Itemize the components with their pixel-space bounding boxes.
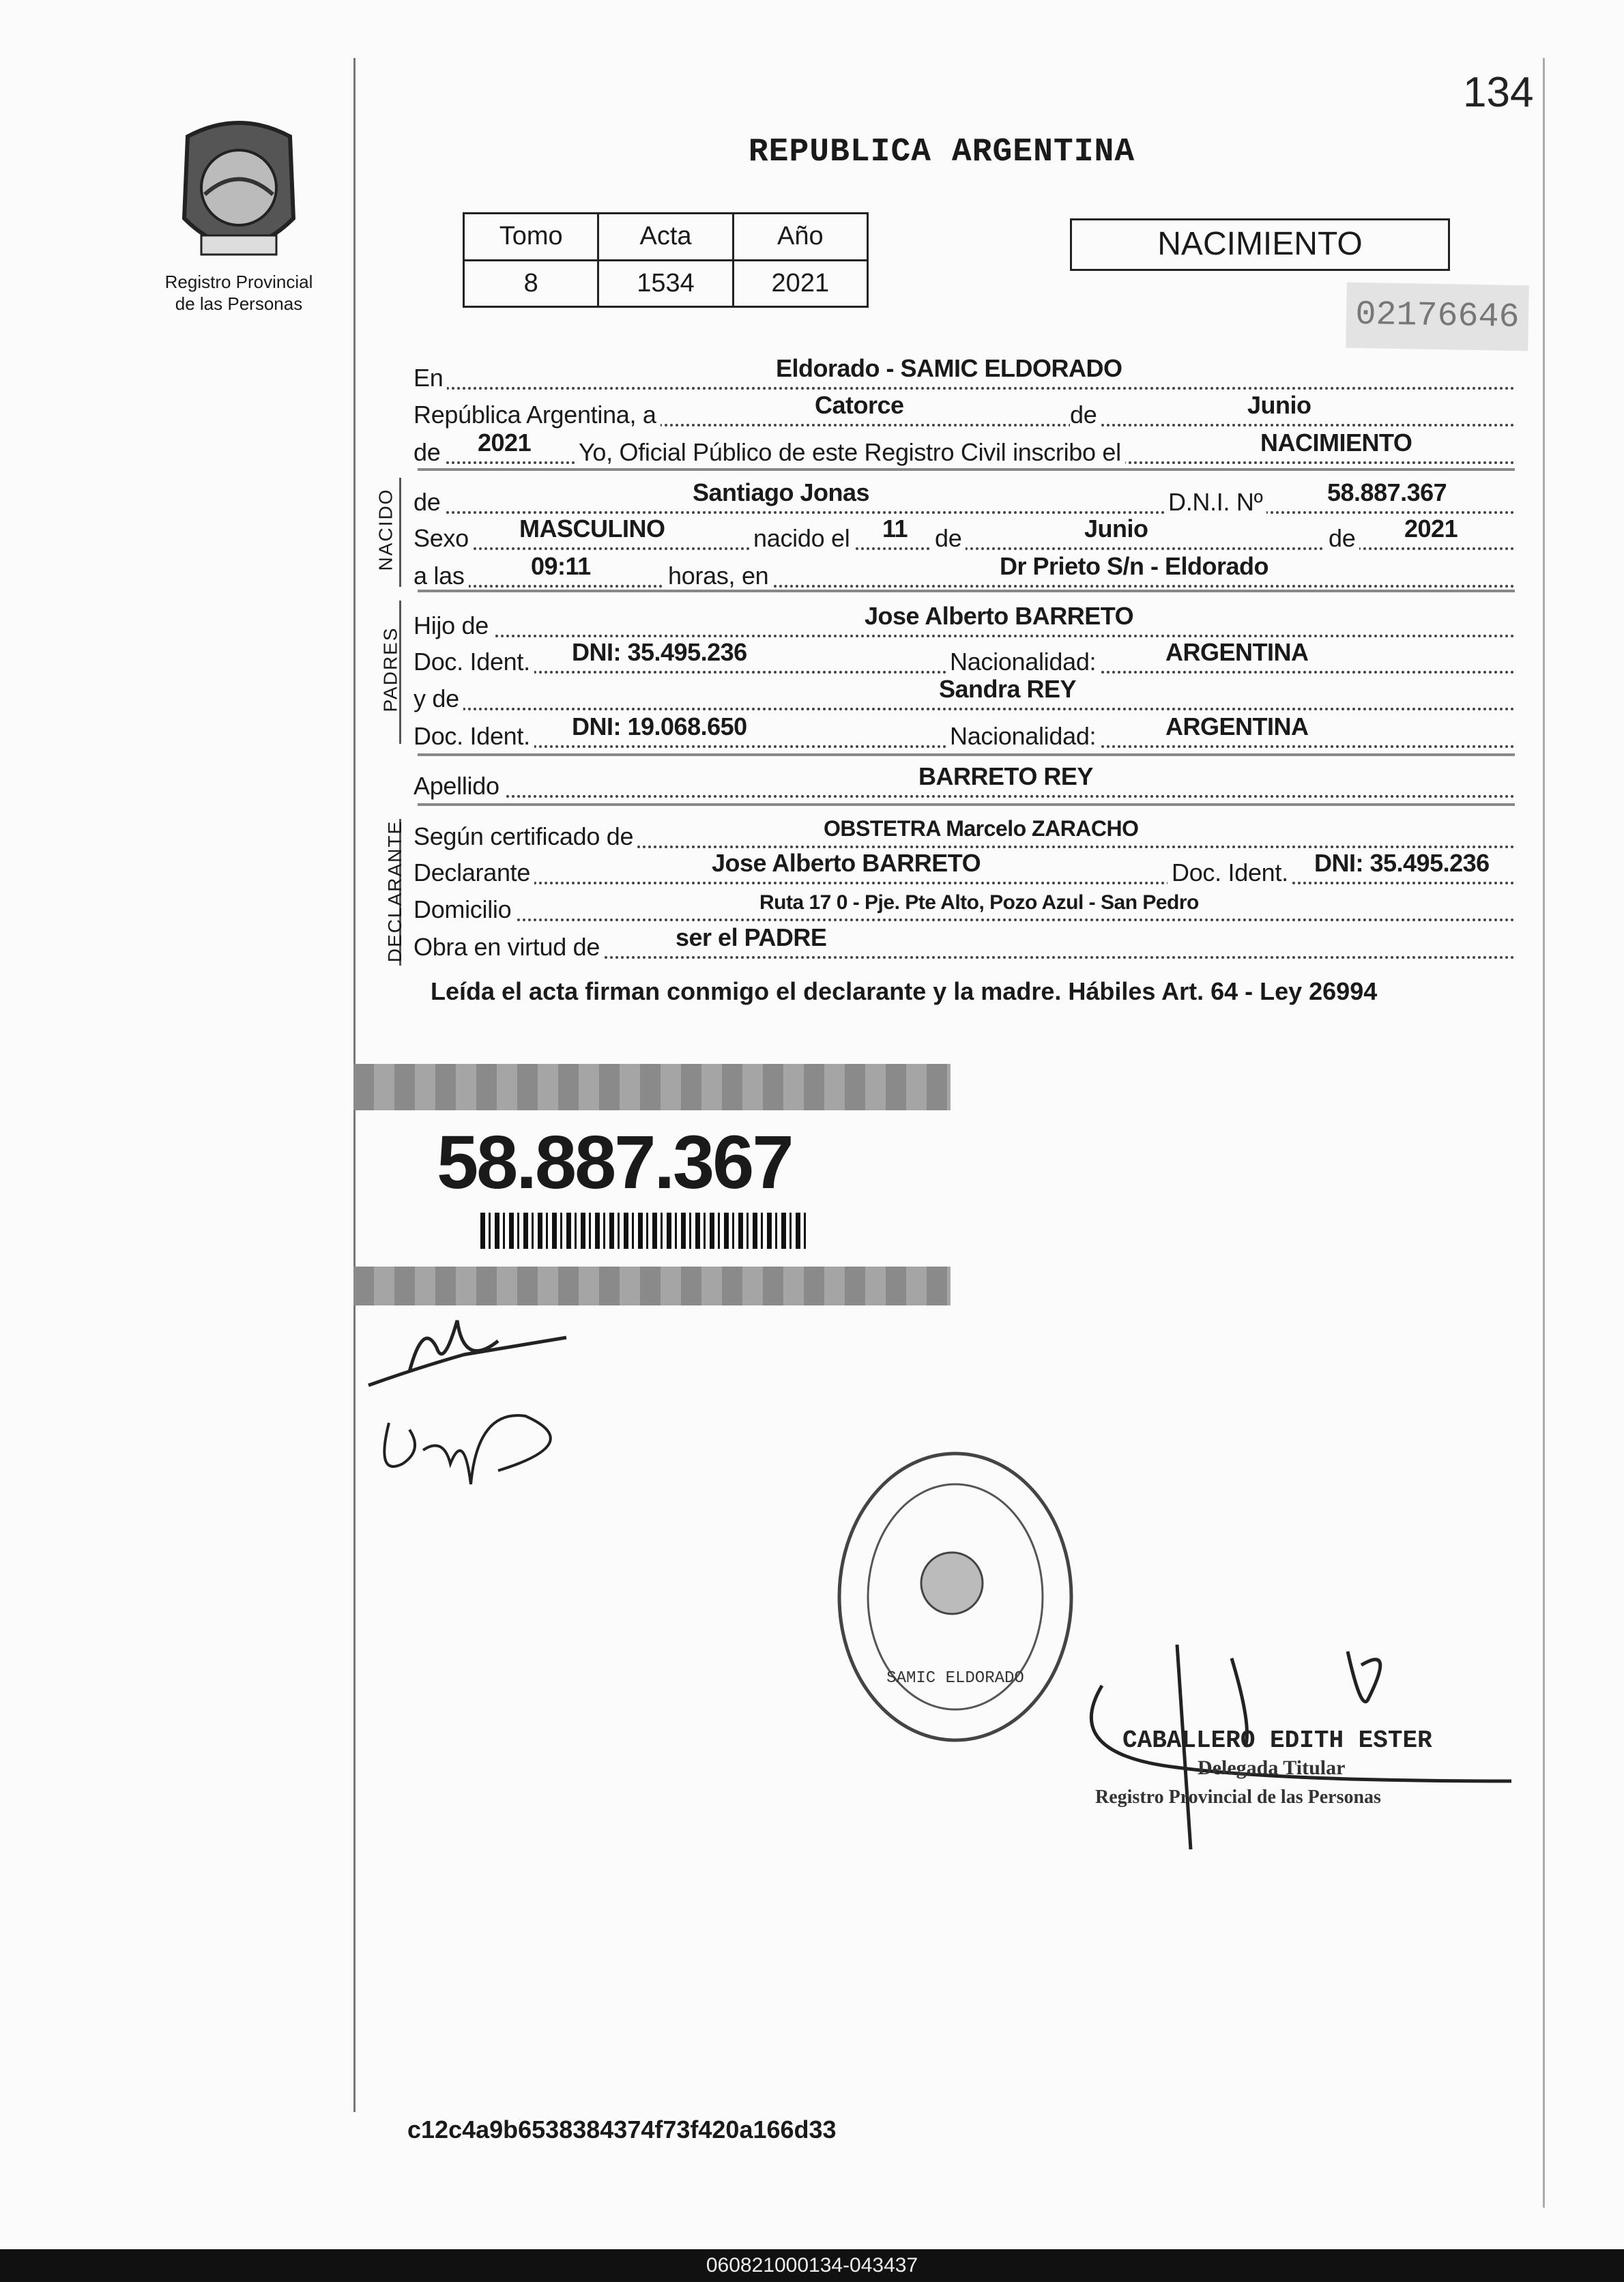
label-band-top <box>353 1064 951 1110</box>
value-sex: MASCULINO <box>519 515 665 543</box>
value-day: Catorce <box>815 391 904 419</box>
row-nombre <box>414 476 1515 514</box>
row-hora <box>414 549 1515 588</box>
row-obra <box>414 921 1515 959</box>
row-apellido <box>414 760 1515 798</box>
value-father-nationality: ARGENTINA <box>1165 638 1309 666</box>
row-madre-doc <box>414 710 1515 748</box>
label: y de <box>414 684 463 713</box>
value-father-doc: DNI: 35.495.236 <box>572 638 747 666</box>
serial-number-stamp: 02176646 <box>1346 283 1529 351</box>
label-de: de <box>414 438 444 467</box>
row-padre-doc <box>414 635 1515 674</box>
label-de: de <box>1070 401 1101 429</box>
label: Declarante <box>414 858 534 887</box>
label-doc: Doc. Ident. <box>414 648 534 676</box>
value-address: Ruta 17 0 - Pje. Pte Alto, Pozo Azul - San Pedro <box>759 891 1199 914</box>
value-month: Junio <box>1084 515 1148 543</box>
official-role: Delegada Titular <box>1198 1757 1346 1779</box>
label: de <box>414 488 444 517</box>
row-domicilio <box>414 883 1515 921</box>
value-declarant-doc: DNI: 35.495.236 <box>1314 849 1490 877</box>
row-inscribe <box>414 426 1515 464</box>
value-mother: Sandra REY <box>939 675 1077 703</box>
label-de: de <box>1324 524 1359 553</box>
registry-name-line2: de las Personas <box>175 293 303 314</box>
label-nacido: nacido el <box>749 524 854 553</box>
row-fecha <box>414 388 1515 427</box>
label: Domicilio <box>414 895 515 924</box>
record-table <box>463 212 869 308</box>
registry-name-line1: Registro Provincial <box>164 272 313 292</box>
value-certifier: OBSTETRA Marcelo ZARACHO <box>824 816 1139 841</box>
value-month: Junio <box>1247 391 1311 419</box>
row-declarante <box>414 846 1515 884</box>
right-margin-line <box>1543 58 1545 2208</box>
value-father: Jose Alberto BARRETO <box>865 602 1134 630</box>
official-name: CABALLERO EDITH ESTER <box>1122 1727 1432 1754</box>
side-label-declarante: DECLARANTE <box>384 820 406 963</box>
row-sexo <box>414 512 1515 550</box>
value-year: 2021 <box>478 429 532 457</box>
header-tomo: Tomo <box>464 214 598 261</box>
label: Obra en virtud de <box>414 933 604 962</box>
label: Hijo de <box>414 611 493 640</box>
closing-statement: Leída el acta firman conmigo el declarante y la madre. Hábiles Art. 64 - Ley 26994 <box>431 977 1378 1005</box>
document-hash: c12c4a9b6538384374f73f420a166d33 <box>407 2115 837 2143</box>
value-dni: 58.887.367 <box>1327 478 1447 506</box>
label: Apellido <box>414 772 504 800</box>
row-madre <box>414 672 1515 710</box>
document-title: REPUBLICA ARGENTINA <box>748 134 1135 171</box>
section-bracket <box>399 478 401 587</box>
official-signature-block <box>1075 1645 1518 1856</box>
label-nacionalidad: Nacionalidad: <box>946 722 1100 751</box>
label: En <box>414 364 447 392</box>
value-time: 09:11 <box>531 552 591 580</box>
signatures-declarant-mother <box>362 1307 580 1505</box>
side-label-padres: PADRES <box>379 626 401 712</box>
value-tomo: 8 <box>464 260 598 307</box>
row-padre <box>414 599 1515 637</box>
header-ano: Año <box>733 214 867 261</box>
value-act: NACIMIENTO <box>1260 429 1412 457</box>
value-year: 2021 <box>1404 515 1458 543</box>
label: República Argentina, a <box>414 401 661 429</box>
divider <box>418 590 1515 592</box>
label-band-bottom <box>353 1267 951 1305</box>
divider <box>418 753 1515 756</box>
label: a las <box>414 562 469 590</box>
value-capacity: ser el PADRE <box>676 923 827 951</box>
label: Sexo <box>414 524 473 553</box>
stamp-text: SAMIC ELDORADO <box>886 1669 1024 1688</box>
barcode <box>480 1213 809 1249</box>
row-en <box>414 351 1515 390</box>
row-certificado <box>414 810 1515 848</box>
divider <box>418 803 1515 806</box>
value-mother-nationality: ARGENTINA <box>1165 712 1309 740</box>
value-day: 11 <box>882 515 908 543</box>
label: Según certificado de <box>414 822 637 851</box>
official-org: Registro Provincial de las Personas <box>1095 1787 1381 1808</box>
page-number: 134 <box>1463 69 1534 116</box>
value-acta: 1534 <box>598 260 733 307</box>
label-nacionalidad: Nacionalidad: <box>946 648 1100 676</box>
dni-sticker-number: 58.887.367 <box>437 1121 792 1204</box>
value-birthplace: Dr Prieto S/n - Eldorado <box>1000 552 1269 580</box>
label-doc: Doc. Ident. <box>1168 858 1292 887</box>
record-type-box: NACIMIENTO <box>1070 218 1450 271</box>
value-name: Santiago Jonas <box>693 478 870 506</box>
province-seal-logo <box>174 116 304 270</box>
value-mother-doc: DNI: 19.068.650 <box>572 712 747 740</box>
label-horas: horas, en <box>664 562 772 590</box>
value-place: Eldorado - SAMIC ELDORADO <box>776 354 1122 382</box>
label-dni: D.N.I. Nº <box>1164 488 1266 517</box>
value-surname: BARRETO REY <box>918 762 1093 790</box>
label-doc: Doc. Ident. <box>414 722 534 751</box>
label-de: de <box>931 524 966 553</box>
label-inscribe: Yo, Oficial Público de este Registro Civil inscribo el <box>575 438 1125 467</box>
official-round-stamp <box>832 1447 1078 1747</box>
divider <box>418 468 1515 471</box>
footer-code: 060821000134-043437 <box>0 2249 1624 2282</box>
value-ano: 2021 <box>733 260 867 307</box>
header-acta: Acta <box>598 214 733 261</box>
value-declarant: Jose Alberto BARRETO <box>712 849 981 877</box>
side-label-nacido: NACIDO <box>375 488 396 571</box>
